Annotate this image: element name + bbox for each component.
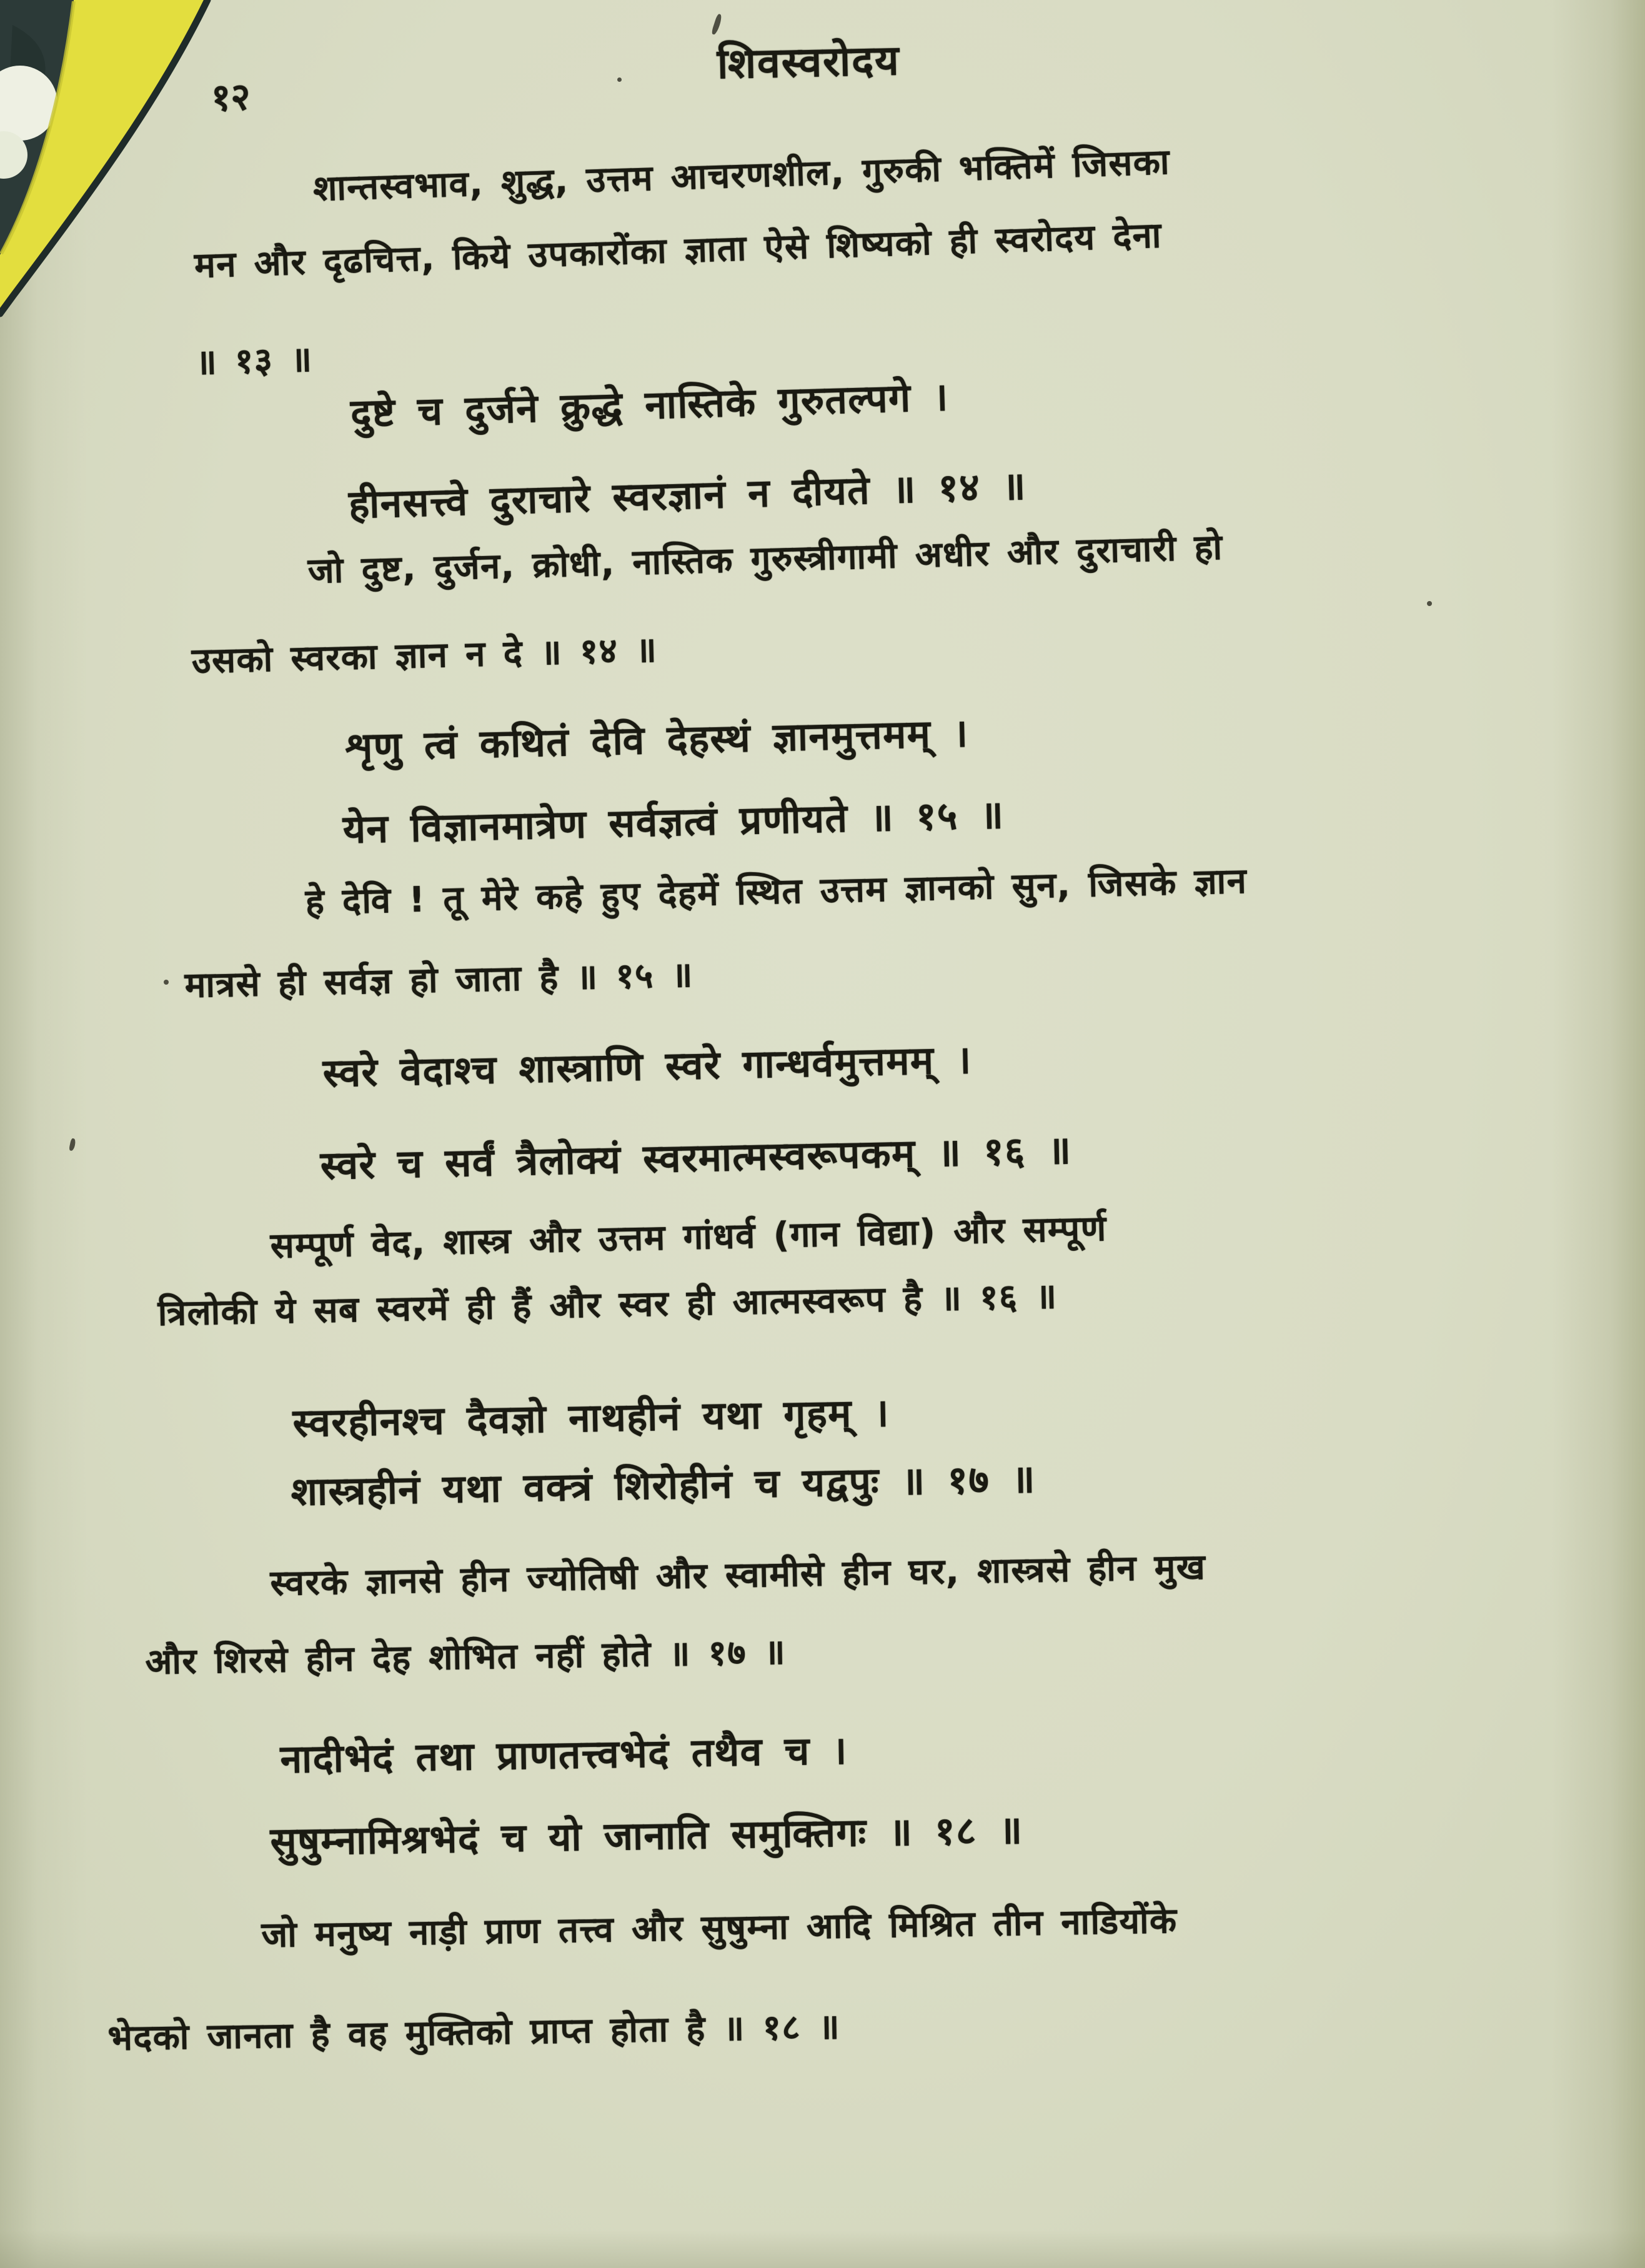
commentary-line: उसको स्वरका ज्ञान न दे ॥ १४ ॥ xyxy=(191,629,658,682)
commentary-line: सम्पूर्ण वेद, शास्त्र और उत्तम गांधर्व (गान विद्या) और सम्पूर्ण xyxy=(270,1208,1108,1266)
verse-line: स्वरे वेदाश्च शास्त्राणि स्वरे गान्धर्वमुत्तमम् । xyxy=(322,1037,973,1096)
ink-speck xyxy=(617,77,622,82)
commentary-line: स्वरके ज्ञानसे हीन ज्योतिषी और स्वामीसे हीन घर, शास्त्रसे हीन मुख xyxy=(270,1546,1206,1604)
ink-speck xyxy=(69,1138,76,1151)
verse-line: दुष्टे च दुर्जने क्रुद्धे नास्तिके गुरुतल्पगे । xyxy=(350,374,950,436)
commentary-line: त्रिलोकी ये सब स्वरमें ही हैं और स्वर ही आत्मस्वरूप है ॥ १६ ॥ xyxy=(157,1276,1058,1334)
verse-line: स्वरहीनश्च दैवज्ञो नाथहीनं यथा गृहम् । xyxy=(292,1390,890,1446)
commentary-line: हे देवि ! तू मेरे कहे हुए देहमें स्थित उत्तम ज्ञानको सुन, जिसके ज्ञान xyxy=(305,860,1248,923)
commentary-line: जो दुष्ट, दुर्जन, क्रोधी, नास्तिक गुरुस्त्रीगामी अधीर और दुराचारी हो xyxy=(307,527,1224,592)
ink-speck xyxy=(711,13,723,35)
commentary-line: भेदको जानता है वह मुक्तिको प्राप्त होता है ॥ १८ ॥ xyxy=(107,2006,841,2059)
commentary-line: मात्रसे ही सर्वज्ञ हो जाता है ॥ १५ ॥ xyxy=(184,954,694,1006)
verse-line: सुषुम्नामिश्रभेदं च यो जानाति समुक्तिगः ॥ १८ ॥ xyxy=(270,1807,1023,1864)
verse-line: येन विज्ञानमात्रेण सर्वज्ञत्वं प्रणीयते ॥ १५ ॥ xyxy=(342,791,1005,852)
commentary-line: मन और दृढचित्त, किये उपकारोंका ज्ञाता ऐसे शिष्यको ही स्वरोदय देना xyxy=(194,215,1163,286)
ink-speck xyxy=(1427,601,1432,606)
commentary-line: शान्तस्वभाव, शुद्ध, उत्तम आचरणशील, गुरुकी भक्तिमें जिसका xyxy=(312,141,1171,209)
commentary-line: और शिरसे हीन देह शोभित नहीं होते ॥ १७ ॥ xyxy=(145,1631,787,1683)
commentary-line: जो मनुष्य नाड़ी प्राण तत्त्व और सुषुम्ना आदि मिश्रित तीन नाडियोंके xyxy=(261,1900,1178,1956)
ink-speck xyxy=(164,980,169,985)
verse-line: स्वरे च सर्वं त्रैलोक्यं स्वरमात्मस्वरूपकम् ॥ १६ ॥ xyxy=(320,1127,1073,1188)
verse-number-marker: ॥ १३ ॥ xyxy=(195,339,314,383)
page-number: १२ xyxy=(210,74,251,121)
verse-line: नादीभेदं तथा प्राणतत्त्वभेदं तथैव च । xyxy=(280,1727,848,1782)
verse-line: शास्त्रहीनं यथा वक्त्रं शिरोहीनं च यद्वपुः ॥ १७ ॥ xyxy=(291,1456,1036,1514)
verse-line: शृणु त्वं कथितं देवि देहस्थं ज्ञानमुत्तमम् । xyxy=(345,710,970,770)
running-header: शिवस्वरोदय xyxy=(717,36,901,89)
verse-line: हीनसत्त्वे दुराचारे स्वरज्ञानं न दीयते ॥ १४ ॥ xyxy=(348,462,1027,527)
